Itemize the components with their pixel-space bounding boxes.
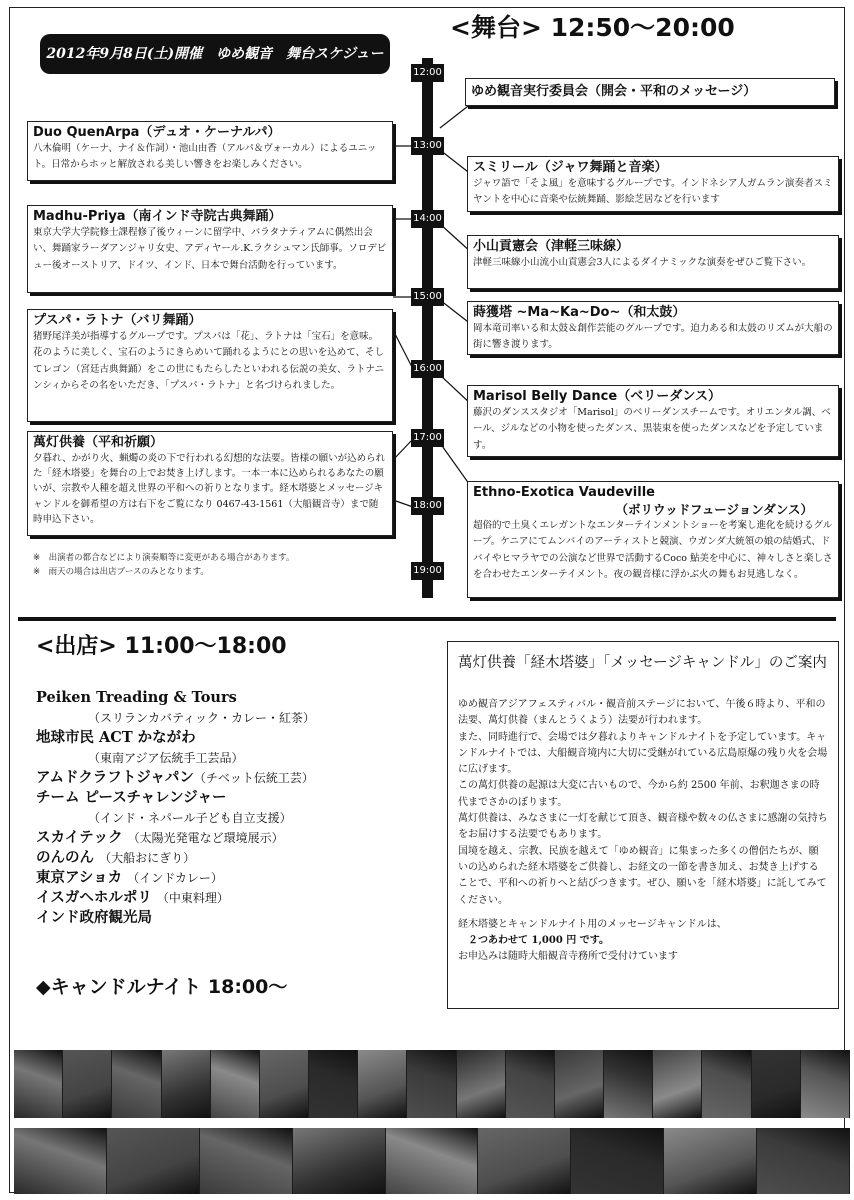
statue-photo — [14, 1050, 62, 1118]
shop-description: （スリランカバティック・カレー・紅茶） — [88, 711, 316, 725]
shop-name: スカイテック — [36, 829, 123, 846]
act-description: 猪野尾洋美が指導するグループです。プスパは「花」、ラトナは「宝石」を意味。花のように美しく、宝石のようにきらめいて踊れるようにとの思いを込めて、そしてレゴン（宮廷古典舞踊）をこの世にもたらしたといわれる伝説の美女、ラトナニンシィからその名をいただき、「プスパ・ラトナ」と名づけられました。 — [33, 331, 385, 391]
act-description: 八木倫明（ケーナ、ナイ＆作詞）・池山由香（アルパ＆ヴォーカル）によるユニット。日常からホッと解放される美しい響きをお楽しみください。 — [33, 143, 377, 171]
act-subtitle: （ボリウッドフュージョンダンス） — [615, 502, 813, 517]
time-tick-1800: 18:00 — [411, 497, 444, 515]
shop-list — [36, 688, 436, 928]
info-paragraph: また、同時進行で、会場では夕暮れよりキャンドルナイトを予定しています。キャンドルナイトでは、大船観音境内に大切に受継がれている広島原爆の残り火を会場に広げます。 — [458, 731, 828, 776]
connector-line — [393, 439, 413, 460]
shop-description: （大船おにぎり） — [99, 851, 196, 865]
goods-display-photo — [571, 1128, 663, 1194]
schedule-note: ※ 出演者の都合などにより演奏順等に変更がある場合があります。 — [33, 553, 295, 563]
shoppers-photo — [386, 1128, 478, 1194]
time-tick-1400: 14:00 — [411, 210, 444, 228]
shop-name: アムドクラフトジャパン — [36, 769, 194, 786]
singer-photo — [702, 1050, 750, 1118]
time-tick-1900: 19:00 — [411, 562, 444, 580]
act-description: 藤沢のダンススタジオ「Marisol」のベリーダンスチームです。オリエンタル調、ベール、ジルなどの小物を使ったダンス、黒装束を使ったダンスなどを予定しています。 — [473, 407, 831, 451]
act-title: スミリール（ジャワ舞踊と音楽） — [473, 160, 668, 175]
time-tick-1200: 12:00 — [411, 64, 444, 82]
connector-line — [393, 330, 413, 369]
act-opening-committee — [465, 78, 835, 106]
connector-line — [393, 500, 413, 507]
shop-row — [36, 888, 436, 908]
shop-name: イスガヘホルポリ — [36, 889, 152, 906]
performer-photo — [358, 1050, 406, 1118]
info-title: 萬灯供養「経木塔婆」「メッセージキャンドル」のご案内 — [458, 655, 827, 671]
festival-crowd-photo — [457, 1050, 505, 1118]
act-madhu-priya — [27, 205, 393, 293]
tent-photo — [478, 1128, 570, 1194]
act-makado — [467, 301, 839, 355]
act-description: 超俗的で土臭くエレガントなエンターテインメントショーを考案し進化を続けるグループ。ケニアにてムンバイのアーティストと競演、ウガンダ大統領の娘の結婚式、ドバイやヒマラヤでの公演など世界で活動するCoco 鮎美を中心に、神々しさと楽しさを合わせたエンターテイメント。夜の観音様に浮かぶ火の舞もお見逃しなく。 — [473, 520, 833, 580]
shops-heading: <出店> 11:00〜18:00 — [36, 634, 287, 659]
info-paragraph: この萬灯供養の起源は大変に古いもので、今から約 2500 年前、お釈迦さまの時代までさかのぼります。 — [458, 780, 820, 808]
shop-name: 地球市民 ACT かながわ — [36, 729, 196, 746]
musician-photo — [260, 1050, 308, 1118]
act-title: Madhu-Priya（南インド寺院古典舞踊） — [33, 209, 282, 224]
act-puspa-ratna — [27, 309, 393, 422]
info-paragraph: 国境を越え、宗教、民族を越えて「ゆめ観音」に集まった多くの僧侶たちが、願いの込められた経木塔婆をご供養し、お経文の一節を書き加え、お焚き上げすることで、平和への祈りへと結びつきます。ぜひ、願いを「経木塔婆」に託してみてください。 — [458, 845, 827, 906]
harp-player-photo — [801, 1050, 849, 1118]
shop-name: Peiken Treading & Tours — [36, 689, 237, 706]
act-title: ゆめ観音実行委員会（開会・平和のメッセージ） — [471, 84, 757, 99]
act-title: 蒔獲塔 ~Ma~Ka~Do~（和太鼓） — [473, 305, 686, 320]
info-apply: お申込みは随時大船観音寺務所で受付けています — [458, 951, 678, 963]
crowd-photo — [162, 1050, 210, 1118]
act-koyama-kokenkai — [467, 235, 839, 289]
shop-description: （中東料理） — [156, 891, 229, 905]
act-title: Marisol Belly Dance（ベリーダンス） — [473, 389, 721, 404]
shop-description: （太陽光発電など環境展示） — [127, 831, 284, 845]
act-duo-quenarpa — [27, 121, 393, 181]
time-tick-1500: 15:00 — [411, 288, 444, 306]
act-title: Duo QuenArpa（デュオ・ケーナルパ） — [33, 125, 281, 140]
act-marisol-belly-dance — [467, 385, 839, 457]
act-description: 津軽三味線小山流小山貢憲会3人によるダイナミックな演奏をぜひご覧下さい。 — [473, 257, 812, 268]
ceremony-photo — [506, 1050, 554, 1118]
act-description: 岡本竜司率いる和太鼓＆創作芸能のグループです。迫力ある和太鼓のリズムが大船の街に響き渡ります。 — [473, 323, 833, 351]
event-title: 2012年9月8日(土)開催 ゆめ観音 舞台スケジュール — [40, 34, 390, 74]
shop-description: （インドカレー） — [127, 871, 223, 885]
act-description: 夕暮れ、かがり火、蝋燭の炎の下で行われる幻想的な法要。皆様の願いが込められた「経木塔婆」を舞台の上でお焚き上げします。一本一本に込められるあなたの願いが、宗教や人種を超え世界の平和への祈りとなります。経木塔婆とメッセージキャンドルを御希望の方は右下をご覧になり 0467-43-1561（大船観音寺）まで随時申込下さい。 — [33, 453, 386, 525]
candle-night-heading: ◆キャンドルナイト 18:00〜 — [36, 976, 288, 998]
stage-heading: <舞台> 12:50〜20:00 — [450, 13, 735, 42]
crowd-stalls-photo — [664, 1128, 756, 1194]
drummer-photo — [407, 1050, 455, 1118]
act-description: ジャワ語で「そよ風」を意味するグループです。インドネシア人ガムラン演奏者スミヤントを中心に音楽や伝統舞踊、影絵芝居などを行います — [473, 178, 833, 206]
photo-strip-performances — [14, 1050, 850, 1118]
info-price-amount: ２つあわせて 1,000 円 です。 — [468, 935, 609, 947]
act-title: 小山貢憲会（津軽三味線） — [473, 239, 630, 254]
dancer-group-photo — [653, 1050, 701, 1118]
act-title: プスパ・ラトナ（バリ舞踊） — [33, 313, 202, 328]
act-ethno-exotica — [467, 481, 839, 598]
shop-row — [36, 868, 436, 888]
costume-dancer-photo — [309, 1050, 357, 1118]
time-tick-1700: 17:00 — [411, 429, 444, 447]
section-divider — [18, 617, 836, 621]
shop-row — [36, 768, 436, 788]
photo-strip-market — [14, 1128, 850, 1194]
act-sumiriru — [467, 156, 839, 212]
shop-name: インド政府観光局 — [36, 909, 152, 926]
act-title: 萬灯供養（平和祈願） — [33, 435, 164, 450]
belly-dancer-photo — [604, 1050, 652, 1118]
act-title: Ethno-Exotica Vaudeville — [473, 485, 655, 500]
info-price-line: 経木塔婆とキャンドルナイト用のメッセージキャンドルは、 — [458, 918, 727, 930]
shop-description: （インド・ネパール子ども自立支援） — [88, 811, 292, 825]
time-tick-1600: 16:00 — [411, 360, 444, 378]
drum-ensemble-photo — [555, 1050, 603, 1118]
act-mantou-kuyou — [27, 431, 393, 536]
woman-reading-photo — [63, 1050, 111, 1118]
food-stall-photo — [200, 1128, 292, 1194]
info-paragraph: 萬灯供養は、みなさまに一灯を献じて頂き、観音様や数々の仏さまに感謝の気持ちをお届けする法要でもあります。 — [458, 813, 828, 841]
guitarist-photo — [112, 1050, 160, 1118]
info-paragraph: ゆめ観音アジアフェスティバル・観音前ステージにおいて、午後６時より、平和の法要、萬灯供養（まんとうくよう）法要が行われます。 — [458, 699, 826, 727]
shop-description: （東南アジア伝統手工芸品） — [88, 751, 244, 765]
night-candles-photo — [757, 1128, 849, 1194]
shop-row — [36, 828, 436, 848]
vendors-photo — [107, 1128, 199, 1194]
market-stall-photo — [14, 1128, 106, 1194]
shop-name: チーム ピースチャレンジャー — [36, 789, 227, 806]
shop-name: 東京アショカ — [36, 869, 123, 886]
mantou-info-box — [447, 641, 839, 1009]
shop-name: のんのん — [36, 849, 94, 866]
act-description: 東京大学大学院修士課程修了後ウィーンに留学中、バラタナティアムに偶然出会い、舞踊家ラーダアンジャリ女史、アディヤール.K.ラクシュマン氏師事。ソロデビュー後オーストリア、ドイツ、インド、日本で舞台活動を行っています。 — [33, 227, 387, 271]
shop-row — [36, 848, 436, 868]
rain-note: ※ 雨天の場合は出店ブースのみとなります。 — [33, 567, 209, 577]
connector-line — [440, 103, 472, 128]
candle-photo — [752, 1050, 800, 1118]
dancer-photo — [211, 1050, 259, 1118]
time-tick-1300: 13:00 — [411, 137, 444, 155]
shop-description: （チベット伝統工芸） — [193, 771, 314, 785]
booth-photo — [293, 1128, 385, 1194]
